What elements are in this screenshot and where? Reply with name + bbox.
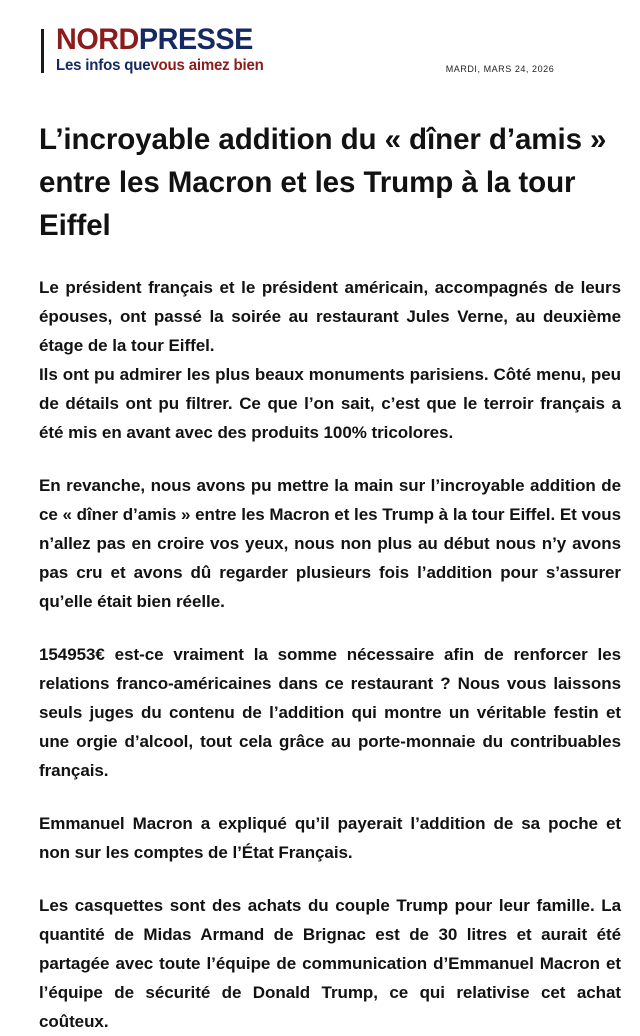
paragraph-line-group: Ils ont pu admirer les plus beaux monuments parisiens. Côté menu, peu de détails ont pu filtrer. Ce que l’on sait, c’est que le terroir français a été mis en avant avec des produits 100% tricolores. bbox=[39, 365, 621, 442]
logo-tagline-part1: Les infos que bbox=[56, 57, 151, 74]
masthead bbox=[0, 0, 640, 96]
article-body bbox=[39, 118, 621, 1036]
article-paragraph bbox=[39, 809, 621, 867]
issue-date: MARDI, MARS 24, 2026 bbox=[445, 64, 555, 74]
article-paragraph bbox=[39, 471, 621, 616]
logo-tagline bbox=[56, 58, 264, 74]
paragraph-line-group: 154953€ est-ce vraiment la somme nécessaire afin de renforcer les relations franco-américaines dans ce restaurant ? Nous vous laissons seuls juges du contenu de l’addition qui montre un véritable festin et une orgie d’alcool, tout cela grâce au porte-monnaie du contribuables français. bbox=[39, 645, 621, 780]
logo-wordmark bbox=[56, 25, 261, 55]
paragraph-line-group: Emmanuel Macron a expliqué qu’il payerait l’addition de sa poche et non sur les comptes de l’État Français. bbox=[39, 814, 621, 862]
article-paragraph bbox=[39, 891, 621, 1036]
site-logo[interactable] bbox=[56, 25, 270, 74]
article-paragraph bbox=[39, 273, 621, 447]
paragraph-line-group: Les casquettes sont des achats du couple Trump pour leur famille. La quantité de Midas Armand de Brignac est de 30 litres et aurait été partagée avec toute l’équipe de communication d’Emmanuel Macron et l’équipe de sécurité de Donald Trump, ce qui relativise cet achat coûteux. bbox=[39, 896, 621, 1031]
brand-accent-rule bbox=[41, 29, 44, 73]
logo-word-nord: NORD bbox=[56, 23, 139, 56]
article-paragraphs bbox=[39, 273, 621, 1036]
logo-word-presse: PRESSE bbox=[138, 23, 253, 56]
article-paragraph bbox=[39, 640, 621, 785]
page-title: L’incroyable addition du « dîner d’amis » entre les Macron et les Trump à la tour Eiffel bbox=[39, 123, 607, 242]
paragraph-line-group: Le président français et le président américain, accompagnés de leurs épouses, ont passé la soirée au restaurant Jules Verne, au deuxième étage de la tour Eiffel. bbox=[39, 278, 621, 355]
paragraph-line-group: En revanche, nous avons pu mettre la main sur l’incroyable addition de ce « dîner d’amis » entre les Macron et les Trump à la tour Eiffel. Et vous n’allez pas en croire vos yeux, nous non plus au début nous n’y avons pas cru et avons dû regarder plusieurs fois l’addition pour s’assurer qu’elle était bien réelle. bbox=[39, 476, 621, 611]
logo-tagline-part2: vous aimez bien bbox=[150, 57, 264, 74]
